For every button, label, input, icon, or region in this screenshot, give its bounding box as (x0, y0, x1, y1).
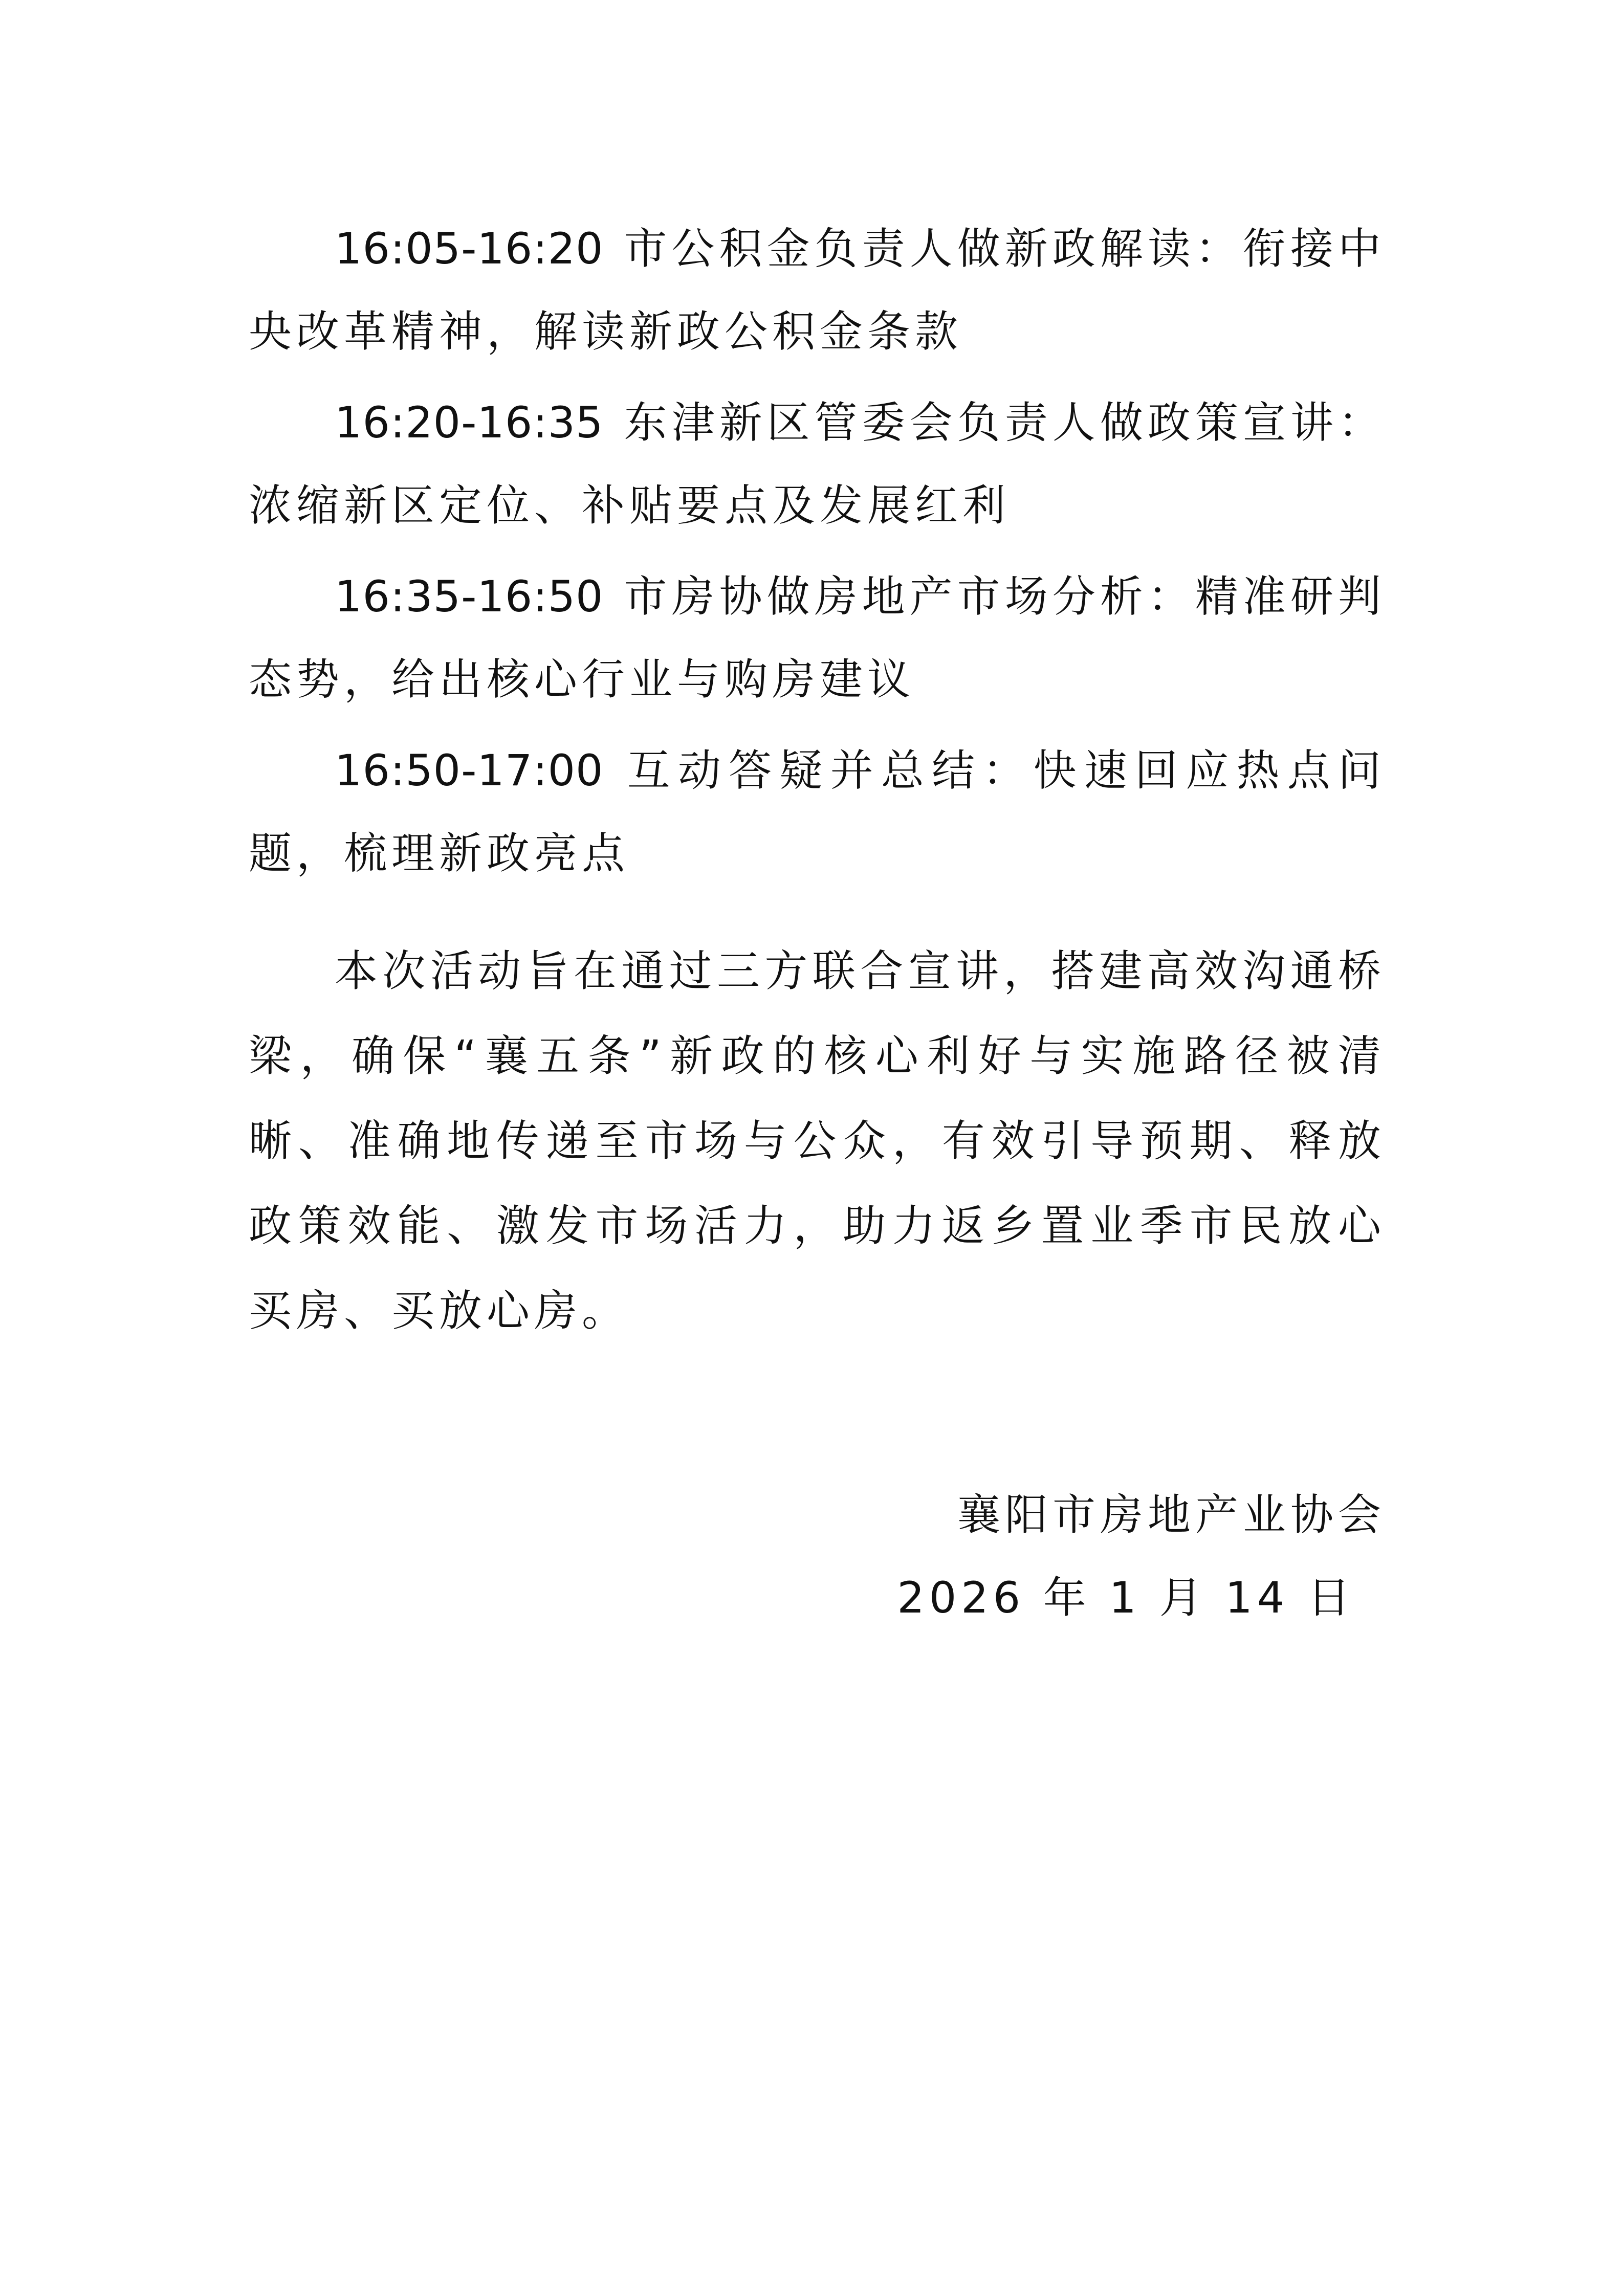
schedule-item (249, 381, 1386, 547)
schedule-item (249, 555, 1386, 721)
schedule-text: 东津新区管委会负责人做政策宣讲：浓缩新区定位、补贴要点及发展红利 (249, 398, 1386, 531)
closing-paragraph: 本次活动旨在通过三方联合宣讲，搭建高效沟通桥梁，确保“襄五条”新政的核心利好与实施路径被清晰、准确地传递至市场与公众，有效引导预期、释放政策效能、激发市场活力，助力返乡置业季市民放心买房、买放心房。 (249, 946, 1386, 1336)
schedule-text: 市房协做房地产市场分析：精准研判态势，给出核心行业与购房建议 (249, 571, 1386, 704)
document-body (249, 207, 1386, 1353)
schedule-text: 互动答疑并总结：快速回应热点问题，梳理新政亮点 (249, 745, 1386, 878)
signature-organization: 襄阳市房地产业协会 (957, 1490, 1386, 1540)
signature-block (897, 1473, 1386, 1639)
schedule-text: 市公积金负责人做新政解读：衔接中央改革精神，解读新政公积金条款 (249, 224, 1386, 357)
schedule-time: 16:20-16:35 (335, 398, 604, 448)
schedule-item (249, 729, 1386, 895)
schedule-item (249, 207, 1386, 373)
signature-date: 2026 年 1 月 14 日 (897, 1573, 1355, 1623)
schedule-time: 16:35-16:50 (335, 571, 604, 622)
schedule-time: 16:50-17:00 (335, 745, 604, 796)
schedule-time: 16:05-16:20 (335, 224, 604, 274)
